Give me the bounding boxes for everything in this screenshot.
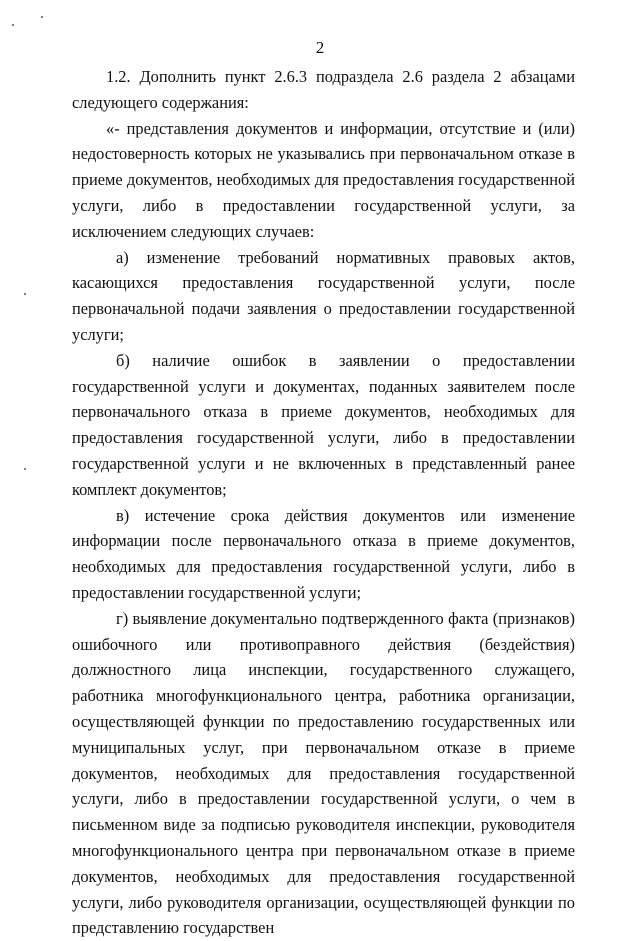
page-number: 2: [315, 38, 325, 57]
list-item-v: в) истечение срока действия документов или изменение информации после первоначального отказа в приеме документов, необходимых для предоставления государственной услуги, либо в предоставлении государственной услуги;: [72, 505, 575, 602]
scan-speck: [41, 16, 43, 18]
list-item-b: б) наличие ошибок в заявлении о предоставлении государственной услуги и документах, поданных заявителем после первоначального отказа в приеме документов, необходимых для предоставления государственной услуги, либо в предоставлении государственной услуги и не включенных в представленный ранее комплект документов;: [72, 350, 575, 499]
paragraph-amendment-intro: 1.2. Дополнить пункт 2.6.3 подраздела 2.6 раздела 2 абзацами следующего содержания:: [72, 67, 575, 112]
scan-speck: [12, 24, 14, 26]
document-body: [72, 64, 575, 941]
paragraph-quoted-clause: «- представления документов и информации, отсутствие и (или) недостоверность которых не указывались при первоначальном отказе в приеме документов, необходимых для предоставления государственной услуги, либо в предоставлении государственной услуги, за исключением следующих случаев:: [72, 118, 575, 241]
scan-speck: [24, 468, 26, 470]
list-item-a: а) изменение требований нормативных правовых актов, касающихся предоставления государственной услуги, после первоначальной подачи заявления о предоставлении государственной услуги;: [72, 247, 575, 344]
scan-speck: [24, 293, 26, 295]
list-item-g: г) выявление документально подтвержденного факта (признаков) ошибочного или противоправного действия (бездействия) должностного лица инспекции, государственного служащего, работника многофункционального центра, работника организации, осуществляющей функции по предоставлению государственных или муниципальных услуг, при первоначальном отказе в приеме документов, необходимых для предоставления государственной услуги, либо в предоставлении государственной услуги, о чем в письменном виде за подписью руководителя инспекции, руководителя многофункционального центра при первоначальном отказе в приеме документов, необходимых для предоставления государственной услуги, либо руководителя организации, осуществляющей функции по представлению государствен: [72, 608, 575, 938]
